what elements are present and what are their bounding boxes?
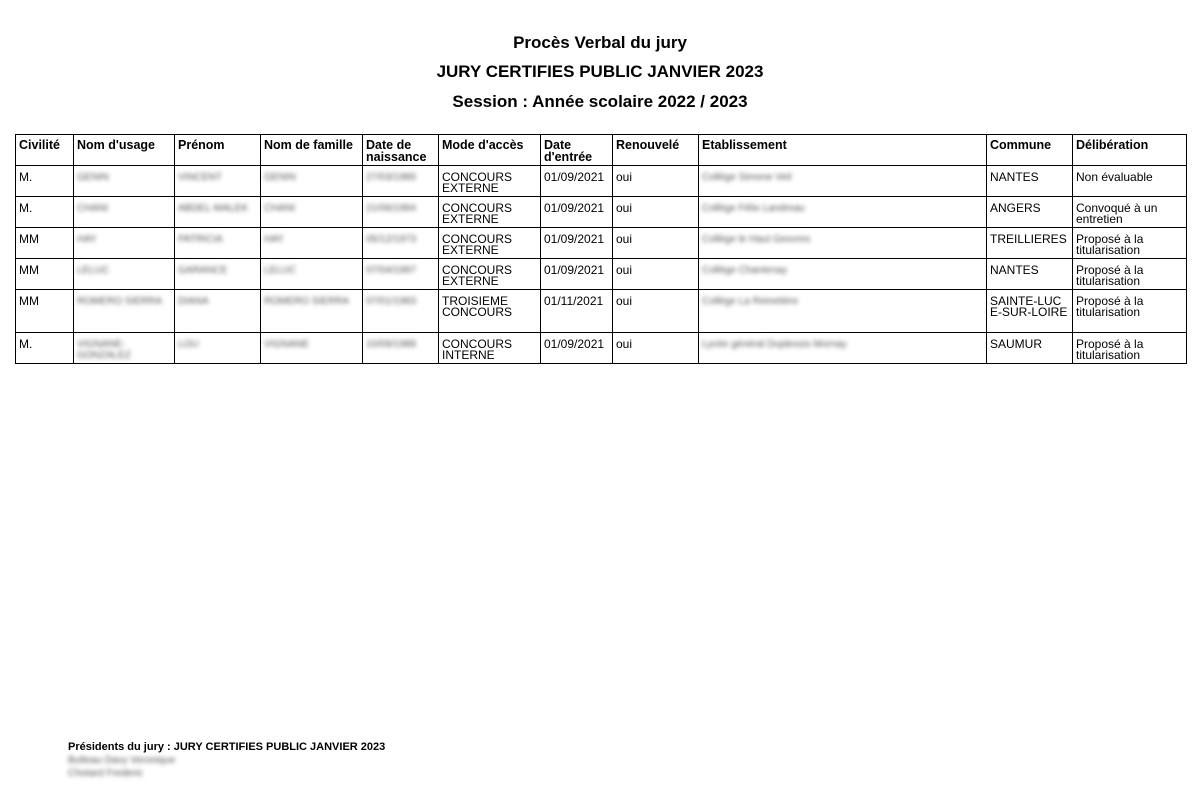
- cell-deliberation: Convoqué à un entretien: [1073, 197, 1187, 228]
- cell-date-entree: 01/09/2021: [541, 333, 613, 364]
- cell-commune: NANTES: [987, 259, 1073, 290]
- cell-deliberation: Proposé à la titularisation: [1073, 259, 1187, 290]
- col-header-nom-usage: Nom d'usage: [74, 135, 175, 166]
- cell-etablissement: Collège le Haut Gesvres: [699, 228, 987, 259]
- table-row: [16, 290, 1187, 333]
- cell-prenom: ABDEL-MALEK: [175, 197, 261, 228]
- cell-nom-famille: HAY: [261, 228, 363, 259]
- cell-mode-acces: TROISIEME CONCOURS: [439, 290, 541, 333]
- table-header-row: [16, 135, 1187, 166]
- table-row: [16, 228, 1187, 259]
- cell-date-naissance: 21/06/1994: [363, 197, 439, 228]
- col-header-prenom: Prénom: [175, 135, 261, 166]
- col-header-nom-famille: Nom de famille: [261, 135, 363, 166]
- col-header-deliberation: Délibération: [1073, 135, 1187, 166]
- cell-prenom: PATRICIA: [175, 228, 261, 259]
- cell-commune: ANGERS: [987, 197, 1073, 228]
- cell-etablissement: Collège Félix Landreau: [699, 197, 987, 228]
- cell-commune: TREILLIERES: [987, 228, 1073, 259]
- cell-deliberation: Proposé à la titularisation: [1073, 333, 1187, 364]
- cell-nom-famille: ROMERO SIERRA: [261, 290, 363, 333]
- table-row: [16, 166, 1187, 197]
- cell-etablissement: Collège Chantenay: [699, 259, 987, 290]
- cell-prenom: VINCENT: [175, 166, 261, 197]
- cell-deliberation: Proposé à la titularisation: [1073, 290, 1187, 333]
- cell-date-entree: 01/09/2021: [541, 228, 613, 259]
- col-header-date-naissance: Date de naissance: [363, 135, 439, 166]
- cell-prenom: LOU: [175, 333, 261, 364]
- cell-etablissement: Collège Simone Veil: [699, 166, 987, 197]
- cell-deliberation: Proposé à la titularisation: [1073, 228, 1187, 259]
- col-header-etablissement: Etablissement: [699, 135, 987, 166]
- col-header-mode-acces: Mode d'accès: [439, 135, 541, 166]
- cell-civilite: MM: [16, 290, 74, 333]
- cell-mode-acces: CONCOURS INTERNE: [439, 333, 541, 364]
- cell-nom-usage: LELUC: [74, 259, 175, 290]
- cell-date-naissance: 07/01/1983: [363, 290, 439, 333]
- cell-nom-famille: GENIN: [261, 166, 363, 197]
- cell-civilite: MM: [16, 228, 74, 259]
- table-row: [16, 197, 1187, 228]
- cell-renouvele: oui: [613, 259, 699, 290]
- cell-renouvele: oui: [613, 228, 699, 259]
- cell-date-entree: 01/09/2021: [541, 197, 613, 228]
- col-header-civilite: Civilité: [16, 135, 74, 166]
- cell-renouvele: oui: [613, 197, 699, 228]
- cell-nom-famille: LELUC: [261, 259, 363, 290]
- jury-results-table: [15, 134, 1187, 364]
- cell-civilite: M.: [16, 333, 74, 364]
- cell-etablissement: Lycée général Duplessis Mornay: [699, 333, 987, 364]
- cell-nom-famille: VIGNANE: [261, 333, 363, 364]
- cell-date-naissance: 10/09/1988: [363, 333, 439, 364]
- col-header-renouvele: Renouvelé: [613, 135, 699, 166]
- cell-nom-usage: GENIN: [74, 166, 175, 197]
- cell-mode-acces: CONCOURS EXTERNE: [439, 228, 541, 259]
- cell-date-naissance: 07/04/1997: [363, 259, 439, 290]
- cell-deliberation: Non évaluable: [1073, 166, 1187, 197]
- cell-nom-usage: ROMERO SIERRA: [74, 290, 175, 333]
- cell-etablissement: Collège La Reinetière: [699, 290, 987, 333]
- cell-mode-acces: CONCOURS EXTERNE: [439, 259, 541, 290]
- cell-renouvele: oui: [613, 333, 699, 364]
- cell-civilite: MM: [16, 259, 74, 290]
- cell-nom-usage: HAY: [74, 228, 175, 259]
- cell-mode-acces: CONCOURS EXTERNE: [439, 166, 541, 197]
- col-header-commune: Commune: [987, 135, 1073, 166]
- cell-date-entree: 01/11/2021: [541, 290, 613, 333]
- col-header-date-entree: Date d'entrée: [541, 135, 613, 166]
- cell-commune: SAUMUR: [987, 333, 1073, 364]
- cell-date-naissance: 05/12/1973: [363, 228, 439, 259]
- cell-date-naissance: 27/03/1985: [363, 166, 439, 197]
- table-row: [16, 259, 1187, 290]
- document-title: Procès Verbal du jury: [513, 33, 687, 52]
- cell-prenom: GARANCE: [175, 259, 261, 290]
- table-row: [16, 333, 1187, 364]
- jury-title: JURY CERTIFIES PUBLIC JANVIER 2023: [436, 62, 764, 81]
- cell-renouvele: oui: [613, 290, 699, 333]
- president-name: Chotard Frederic: [68, 768, 144, 779]
- cell-commune: SAINTE-LUCE-SUR-LOIRE: [987, 290, 1073, 333]
- cell-mode-acces: CONCOURS EXTERNE: [439, 197, 541, 228]
- presidents-label: Présidents du jury : JURY CERTIFIES PUBLIC JANVIER 2023: [68, 741, 386, 753]
- cell-civilite: M.: [16, 166, 74, 197]
- cell-civilite: M.: [16, 197, 74, 228]
- cell-renouvele: oui: [613, 166, 699, 197]
- cell-commune: NANTES: [987, 166, 1073, 197]
- cell-date-entree: 01/09/2021: [541, 259, 613, 290]
- cell-nom-usage: VIGNANE-GONZALEZ: [74, 333, 175, 364]
- cell-nom-usage: CHANI: [74, 197, 175, 228]
- president-name: Bulteau Davy Veronique: [68, 755, 176, 766]
- session-title: Session : Année scolaire 2022 / 2023: [452, 92, 748, 111]
- footer: [68, 741, 385, 780]
- cell-prenom: DIANA: [175, 290, 261, 333]
- cell-nom-famille: CHANI: [261, 197, 363, 228]
- cell-date-entree: 01/09/2021: [541, 166, 613, 197]
